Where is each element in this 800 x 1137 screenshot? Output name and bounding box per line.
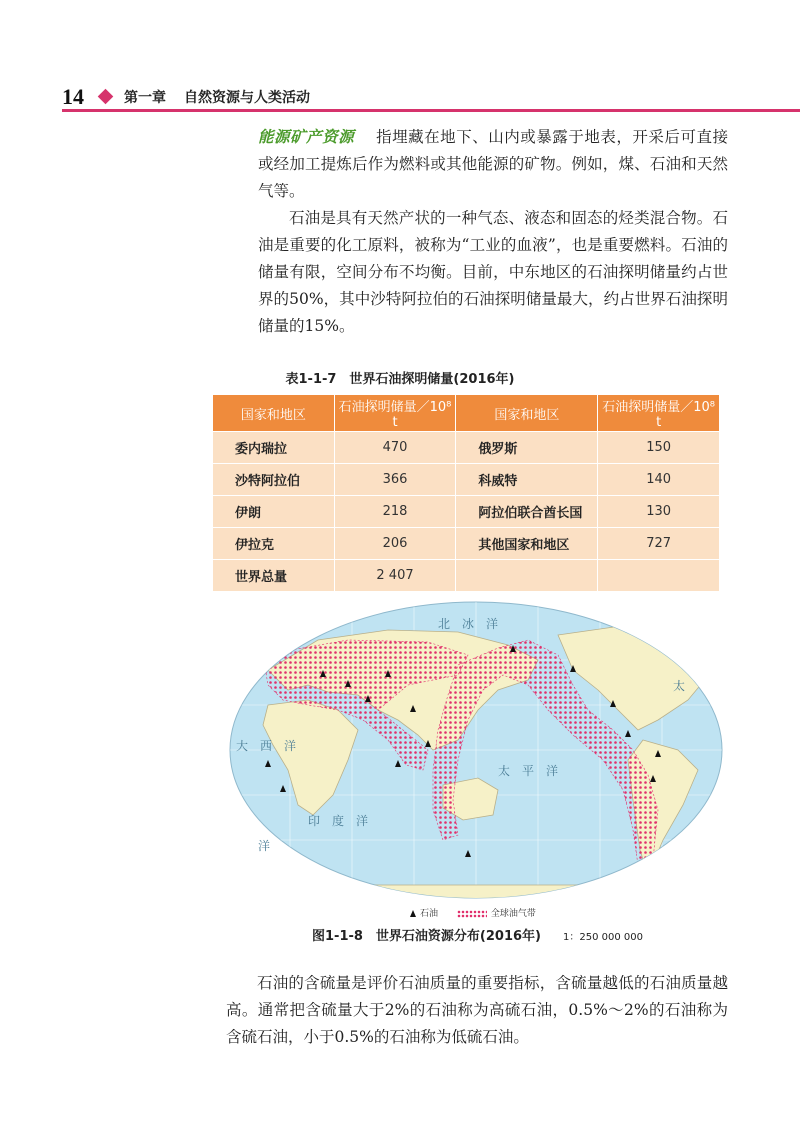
table-cell: 366 — [334, 464, 456, 496]
table-cell: 俄罗斯 — [456, 432, 598, 464]
label-pacific-ocean: 太 平 洋 — [498, 764, 559, 778]
table-cell: 沙特阿拉伯 — [213, 464, 335, 496]
figure-title: 图1-1-8 世界石油资源分布(2016年) — [312, 929, 541, 944]
label-pacific-right: 太 — [673, 679, 686, 693]
table-cell-empty — [598, 560, 720, 592]
table-cell: 2 407 — [334, 560, 456, 592]
table-row — [213, 528, 720, 560]
header-rule — [62, 109, 800, 112]
table-cell: 阿拉伯联合酋长国 — [456, 496, 598, 528]
table-cell: 伊朗 — [213, 496, 335, 528]
table-row — [213, 560, 720, 592]
antarctica-landmass — [228, 885, 724, 900]
table-cell-empty — [456, 560, 598, 592]
table-cell: 世界总量 — [213, 560, 335, 592]
legend-item-zone — [457, 906, 536, 919]
map-scale: 1：250 000 000 — [563, 932, 643, 943]
table-cell: 140 — [598, 464, 720, 496]
label-atlantic-ocean: 大 西 洋 — [236, 739, 297, 753]
term-definition: 指埋藏在地下、山内或暴露于地表，开采后可直接或经加工提炼后作为燃料或其他能源的矿物。例如，煤、石油和天然气等。 — [258, 128, 728, 200]
table-header: 石油探明储量／10⁸ t — [334, 395, 456, 432]
chapter-number: 第一章 — [124, 90, 166, 106]
chapter-heading — [124, 87, 310, 107]
table-row — [213, 464, 720, 496]
table-header: 石油探明储量／10⁸ t — [598, 395, 720, 432]
greenland-landmass — [648, 608, 698, 635]
page-header — [0, 78, 800, 114]
table-caption: 表1-1-7 世界石油探明储量(2016年) — [285, 372, 515, 387]
sulfur-paragraph-text: 石油的含硫量是评价石油质量的重要指标，含硫量越低的石油质量越高。通常把含硫量大于2%的石油称为高硫石油，0.5%～2%的石油称为含硫石油，小于0.5%的石油称为低硫石油。 — [226, 974, 728, 1046]
sulfur-paragraph — [226, 970, 728, 1051]
oil-paragraph-text: 石油是具有天然产状的一种气态、液态和固态的烃类混合物。石油是重要的化工原料，被称为“工业的血液”，也是重要燃料。石油的储量有限，空间分布不均衡。目前，中东地区的石油探明储量约占世界的50%，其中沙特阿拉伯的石油探明储量最大，约占世界石油探明储量的15%。 — [258, 209, 728, 335]
table-cell: 伊拉克 — [213, 528, 335, 560]
table-row — [213, 496, 720, 528]
intro-paragraph — [258, 124, 728, 205]
oilfield-icon — [410, 910, 416, 917]
label-arctic-ocean: 北 冰 洋 — [438, 617, 499, 631]
legend-item-oilfield — [410, 906, 438, 919]
oil-reserve-table — [212, 394, 720, 592]
label-atlantic-left: 洋 — [258, 839, 271, 853]
table-header: 国家和地区 — [456, 395, 598, 432]
map-legend — [410, 906, 552, 919]
table-cell: 科威特 — [456, 464, 598, 496]
label-indian-ocean: 印 度 洋 — [308, 814, 369, 828]
term-energy-minerals: 能源矿产资源 — [258, 128, 355, 146]
table-cell: 150 — [598, 432, 720, 464]
figure-caption — [312, 925, 643, 944]
table-header: 国家和地区 — [213, 395, 335, 432]
table-header-row — [213, 395, 720, 432]
page-number: 14 — [62, 84, 84, 109]
table-cell: 470 — [334, 432, 456, 464]
legend-label: 全球油气带 — [490, 909, 536, 919]
table-cell: 委内瑞拉 — [213, 432, 335, 464]
table-row — [213, 432, 720, 464]
oil-paragraph — [258, 205, 728, 340]
world-oil-map — [228, 600, 724, 900]
table-cell: 727 — [598, 528, 720, 560]
table-cell: 206 — [334, 528, 456, 560]
oil-belt-swatch — [457, 910, 487, 918]
chapter-title: 自然资源与人类活动 — [184, 90, 310, 106]
table-cell: 其他国家和地区 — [456, 528, 598, 560]
legend-label: 石油 — [420, 909, 439, 919]
table-cell: 218 — [334, 496, 456, 528]
table-cell: 130 — [598, 496, 720, 528]
diamond-icon — [98, 89, 114, 105]
